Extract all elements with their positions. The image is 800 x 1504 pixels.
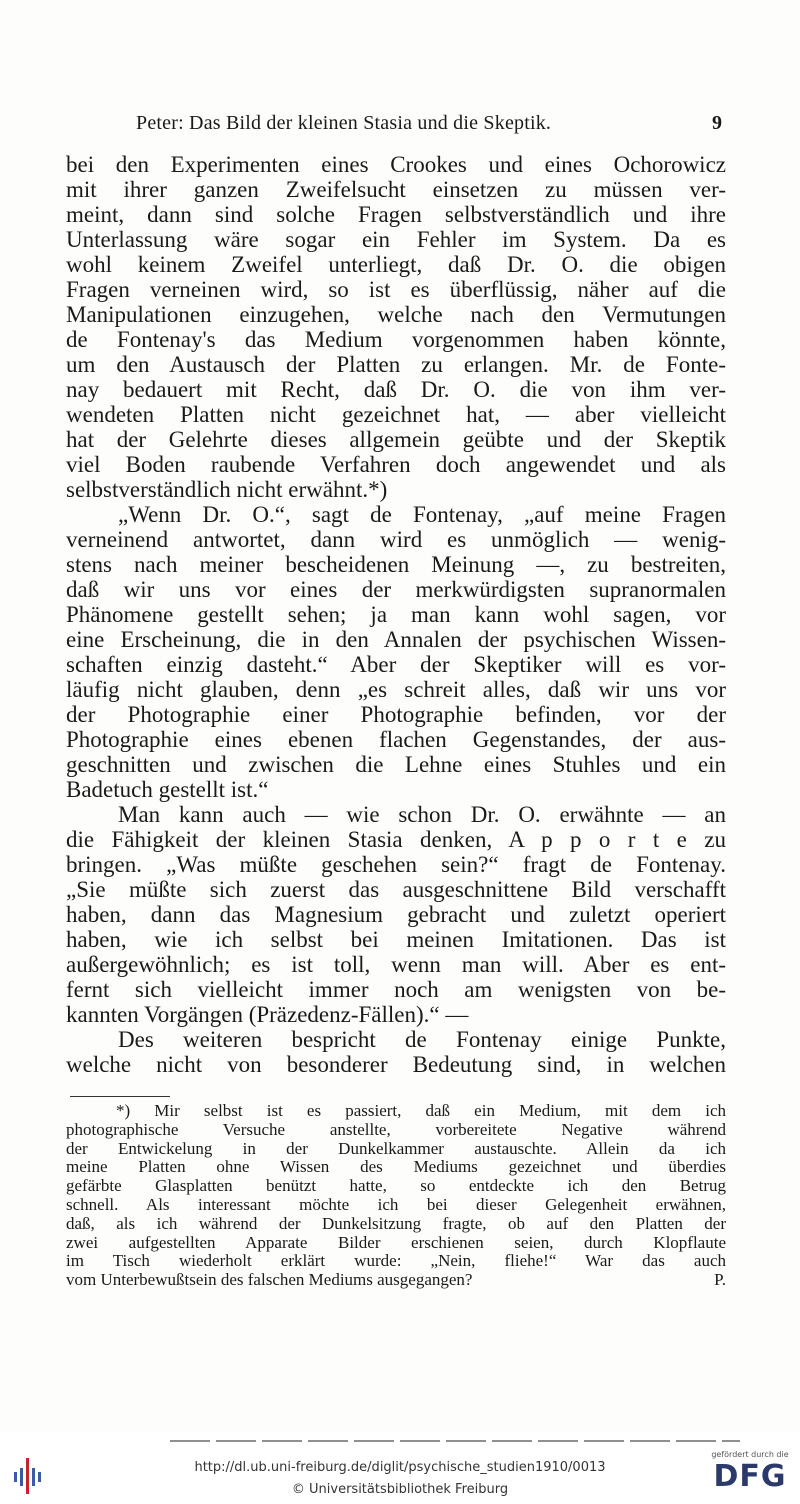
text-line: kannten Vorgängen (Präzedenz-Fällen).“ — [66,1002,469,1027]
text-line: der Photographie einer Photographie befinden, vor der [66,702,726,727]
footnote [66,1102,726,1290]
footnote-line: meine Platten ohne Wissen des Mediums gezeichnet und überdies [66,1157,726,1177]
scan-edge-artifact [170,1440,740,1442]
text-line: geschnitten und zwischen die Lehne eines Stuhles und ein [66,752,726,777]
footnote-line: gefärbte Glasplatten benützt hatte, so entdeckte ich den Betrug [66,1176,726,1196]
text-line: meint, dann sind solche Fragen selbstverständlich und ihre [66,202,726,227]
text-line: hat der Gelehrte dieses allgemein geübte und der Skeptik [66,427,726,452]
text-line: läufig nicht glauben, denn „es schreit alles, daß wir uns vor [66,677,726,702]
text-line: Manipulationen einzugehen, welche nach den Vermutungen [66,302,726,327]
text-line: mit ihrer ganzen Zweifelsucht einsetzen zu müssen ver- [66,177,726,202]
footnote-line: photographische Versuche anstellte, vorbereitete Negative während [66,1119,726,1139]
footnote-line: schnell. Als interessant möchte ich bei dieser Gelegenheit erwähnen, [66,1194,726,1214]
running-title: Peter: Das Bild der kleinen Stasia und die Skeptik. [136,112,552,134]
footnote-line: vom Unterbewußtsein des falschen Mediums ausgegangen? [66,1270,473,1290]
body-text [66,152,726,1077]
footnote-line-final [66,1271,726,1290]
text-line: verneinend antwortet, dann wird es unmöglich — wenig- [66,527,726,552]
footnote-line: daß, als ich während der Dunkelsitzung fragte, ob auf den Platten der [66,1213,726,1233]
running-head [66,112,726,142]
text-line: schaften einzig dasteht.“ Aber der Skeptiker will es vor- [66,652,726,677]
dfg-tagline: gefördert durch die [711,1450,789,1459]
footnote-line: *) Mir selbst ist es passiert, daß ein Medium, mit dem ich [116,1101,726,1120]
text-line: bei den Experimenten eines Crookes und eines Ochorowicz [66,152,726,177]
permalink-url[interactable]: http://dl.ub.uni-freiburg.de/diglit/psychische_studien1910/0013 [194,1460,606,1475]
text-line: außergewöhnlich; es ist toll, wenn man will. Aber es ent- [66,952,726,977]
text-line: daß wir uns vor eines der merkwürdigsten supranormalen [66,577,726,602]
dfg-logo-text: DFG [713,1459,787,1494]
footnote-line: im Tisch wiederholt erklärt wurde: „Nein, fliehe!“ War das auch [66,1251,726,1271]
page-number: 9 [712,112,722,134]
text-line: eine Erscheinung, die in den Annalen der psychischen Wissen- [66,627,726,652]
text-line: Fragen verneinen wird, so ist es überflüssig, näher auf die [66,277,726,302]
text-line: Unterlassung wäre sogar ein Fehler im System. Da es [66,227,726,252]
text-line: viel Boden raubende Verfahren doch angewendet und als [66,452,726,477]
footnote-divider [70,1096,170,1097]
copyright-notice: © Universitätsbibliothek Freiburg [291,1482,509,1497]
text-line: Photographie eines ebenen flachen Gegenstandes, der aus- [66,727,726,752]
text-line: die Fähigkeit der kleinen Stasia denken, A p p o r t e zu [66,827,726,852]
text-line: Phänomene gestellt sehen; ja man kann wohl sagen, vor [66,602,726,627]
text-line: „Wenn Dr. O.“, sagt de Fontenay, „auf meine Fragen [118,502,726,527]
text-line: selbstverständlich nicht erwähnt.*) [66,477,388,502]
footnote-line: der Entwickelung in der Dunkelkammer austauschte. Allein da ich [66,1138,726,1158]
footnote-line: zwei aufgestellten Apparate Bilder erschienen seien, durch Klopflaute [66,1232,726,1252]
text-line: haben, wie ich selbst bei meinen Imitationen. Das ist [66,927,726,952]
text-line: Man kann auch — wie schon Dr. O. erwähnte — an [118,802,726,827]
viewer-footer [0,1446,800,1504]
text-line: „Sie müßte sich zuerst das ausgeschnittene Bild verschafft [66,877,726,902]
text-line: welche nicht von besonderer Bedeutung sind, in welchen [66,1052,726,1077]
dfg-logo [708,1450,792,1502]
text-line: um den Austausch der Platten zu erlangen. Mr. de Fonte- [66,352,726,377]
text-line: Badetuch gestellt ist.“ [66,777,269,802]
text-line: nay bedauert mit Recht, daß Dr. O. die von ihm ver- [66,377,726,402]
footnote-signature: P. [714,1270,726,1290]
text-line: Des weiteren bespricht de Fontenay einige Punkte, [118,1027,726,1052]
text-line: stens nach meiner bescheidenen Meinung —, zu bestreiten, [66,552,726,577]
text-line: bringen. „Was müßte geschehen sein?“ fragt de Fontenay. [66,852,726,877]
text-line: wendeten Platten nicht gezeichnet hat, — aber vielleicht [66,402,726,427]
text-line: fernt sich vielleicht immer noch am wenigsten von be- [66,977,726,1002]
text-line: haben, dann das Magnesium gebracht und zuletzt operiert [66,902,726,927]
text-line: de Fontenay's das Medium vorgenommen haben könnte, [66,327,726,352]
text-line: wohl keinem Zweifel unterliegt, daß Dr. O. die obigen [66,252,726,277]
